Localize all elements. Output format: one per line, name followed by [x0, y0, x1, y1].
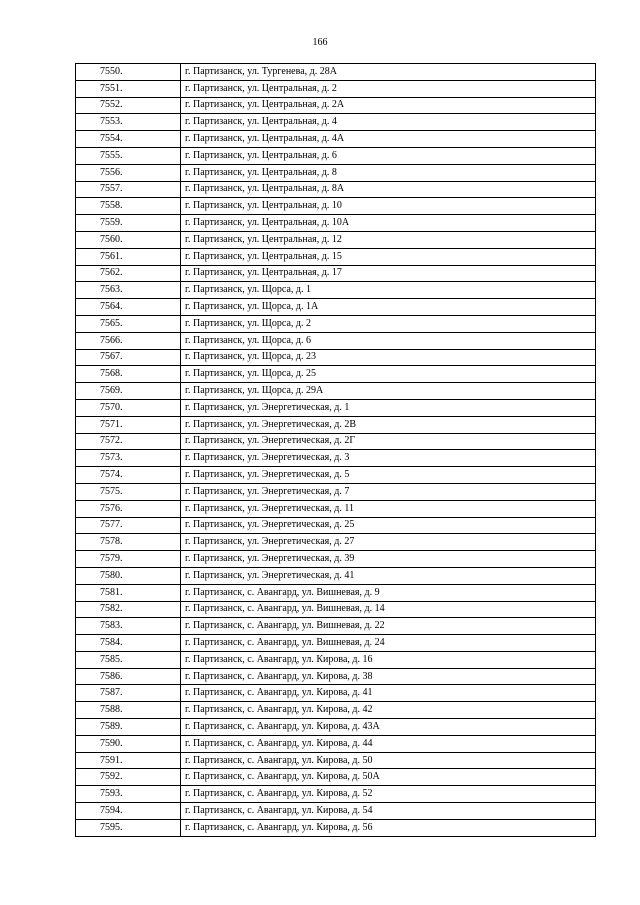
- table-row: [76, 315, 596, 332]
- row-address: г. Партизанск, ул. Энергетическая, д. 11: [181, 500, 596, 517]
- row-address: г. Партизанск, ул. Энергетическая, д. 2Г: [181, 433, 596, 450]
- row-number: 7581.: [76, 584, 181, 601]
- row-number: 7564.: [76, 299, 181, 316]
- row-number: 7580.: [76, 567, 181, 584]
- table-row: [76, 147, 596, 164]
- row-number: 7582.: [76, 601, 181, 618]
- row-number: 7591.: [76, 752, 181, 769]
- row-address: г. Партизанск, ул. Центральная, д. 6: [181, 147, 596, 164]
- row-address: г. Партизанск, ул. Энергетическая, д. 41: [181, 567, 596, 584]
- row-number: 7550.: [76, 64, 181, 81]
- table-row: [76, 114, 596, 131]
- row-address: г. Партизанск, с. Авангард, ул. Кирова, д. 43А: [181, 719, 596, 736]
- table-row: [76, 64, 596, 81]
- table-row: [76, 231, 596, 248]
- row-number: 7563.: [76, 282, 181, 299]
- table-row: [76, 399, 596, 416]
- row-address: г. Партизанск, с. Авангард, ул. Кирова, д. 42: [181, 702, 596, 719]
- table-row: [76, 786, 596, 803]
- row-number: 7570.: [76, 399, 181, 416]
- row-address: г. Партизанск, с. Авангард, ул. Вишневая, д. 9: [181, 584, 596, 601]
- table-row: [76, 752, 596, 769]
- row-address: г. Партизанск, ул. Щорса, д. 6: [181, 332, 596, 349]
- table-row: [76, 467, 596, 484]
- row-number: 7561.: [76, 248, 181, 265]
- table-row: [76, 215, 596, 232]
- row-address: г. Партизанск, ул. Центральная, д. 15: [181, 248, 596, 265]
- table-row: [76, 366, 596, 383]
- row-address: г. Партизанск, с. Авангард, ул. Кирова, д. 41: [181, 685, 596, 702]
- row-number: 7588.: [76, 702, 181, 719]
- row-number: 7565.: [76, 315, 181, 332]
- row-number: 7585.: [76, 651, 181, 668]
- table-row: [76, 618, 596, 635]
- table-row: [76, 819, 596, 836]
- row-number: 7568.: [76, 366, 181, 383]
- table-row: [76, 433, 596, 450]
- row-address: г. Партизанск, ул. Щорса, д. 25: [181, 366, 596, 383]
- row-address: г. Партизанск, ул. Центральная, д. 17: [181, 265, 596, 282]
- row-number: 7577.: [76, 517, 181, 534]
- table-row: [76, 551, 596, 568]
- row-address: г. Партизанск, с. Авангард, ул. Вишневая, д. 22: [181, 618, 596, 635]
- row-number: 7590.: [76, 735, 181, 752]
- row-address: г. Партизанск, ул. Щорса, д. 1А: [181, 299, 596, 316]
- row-number: 7560.: [76, 231, 181, 248]
- row-number: 7578.: [76, 534, 181, 551]
- row-address: г. Партизанск, с. Авангард, ул. Кирова, д. 44: [181, 735, 596, 752]
- row-address: г. Партизанск, с. Авангард, ул. Кирова, д. 52: [181, 786, 596, 803]
- row-address: г. Партизанск, ул. Энергетическая, д. 25: [181, 517, 596, 534]
- table-row: [76, 567, 596, 584]
- table-row: [76, 483, 596, 500]
- row-address: г. Партизанск, с. Авангард, ул. Кирова, д. 56: [181, 819, 596, 836]
- row-address: г. Партизанск, ул. Центральная, д. 4А: [181, 131, 596, 148]
- row-address: г. Партизанск, ул. Энергетическая, д. 1: [181, 399, 596, 416]
- row-address: г. Партизанск, с. Авангард, ул. Кирова, д. 16: [181, 651, 596, 668]
- table-row: [76, 584, 596, 601]
- page-number: 166: [312, 37, 328, 48]
- row-number: 7555.: [76, 147, 181, 164]
- table-row: [76, 198, 596, 215]
- row-number: 7574.: [76, 467, 181, 484]
- table-row: [76, 164, 596, 181]
- row-address: г. Партизанск, ул. Щорса, д. 29А: [181, 383, 596, 400]
- row-address: г. Партизанск, ул. Центральная, д. 10А: [181, 215, 596, 232]
- row-number: 7556.: [76, 164, 181, 181]
- table-row: [76, 500, 596, 517]
- table-row: [76, 299, 596, 316]
- row-address: г. Партизанск, с. Авангард, ул. Вишневая, д. 24: [181, 635, 596, 652]
- table-row: [76, 349, 596, 366]
- table-row: [76, 601, 596, 618]
- table-row: [76, 517, 596, 534]
- row-number: 7553.: [76, 114, 181, 131]
- row-address: г. Партизанск, ул. Центральная, д. 8А: [181, 181, 596, 198]
- table-row: [76, 248, 596, 265]
- row-number: 7551.: [76, 80, 181, 97]
- row-number: 7572.: [76, 433, 181, 450]
- row-address: г. Партизанск, с. Авангард, ул. Кирова, д. 38: [181, 668, 596, 685]
- row-address: г. Партизанск, с. Авангард, ул. Кирова, д. 50: [181, 752, 596, 769]
- table-row: [76, 450, 596, 467]
- table-row: [76, 769, 596, 786]
- row-number: 7567.: [76, 349, 181, 366]
- table-row: [76, 181, 596, 198]
- row-number: 7557.: [76, 181, 181, 198]
- row-address: г. Партизанск, ул. Энергетическая, д. 3: [181, 450, 596, 467]
- row-number: 7579.: [76, 551, 181, 568]
- table-row: [76, 534, 596, 551]
- row-address: г. Партизанск, ул. Щорса, д. 23: [181, 349, 596, 366]
- row-number: 7583.: [76, 618, 181, 635]
- row-address: г. Партизанск, ул. Центральная, д. 2А: [181, 97, 596, 114]
- row-address: г. Партизанск, ул. Центральная, д. 8: [181, 164, 596, 181]
- table-row: [76, 685, 596, 702]
- row-address: г. Партизанск, ул. Центральная, д. 2: [181, 80, 596, 97]
- address-table-body: [76, 64, 596, 837]
- row-address: г. Партизанск, ул. Центральная, д. 10: [181, 198, 596, 215]
- row-number: 7575.: [76, 483, 181, 500]
- row-number: 7592.: [76, 769, 181, 786]
- table-row: [76, 702, 596, 719]
- table-row: [76, 735, 596, 752]
- row-address: г. Партизанск, с. Авангард, ул. Вишневая, д. 14: [181, 601, 596, 618]
- table-row: [76, 635, 596, 652]
- table-row: [76, 668, 596, 685]
- row-number: 7566.: [76, 332, 181, 349]
- row-address: г. Партизанск, с. Авангард, ул. Кирова, д. 54: [181, 803, 596, 820]
- row-number: 7594.: [76, 803, 181, 820]
- row-address: г. Партизанск, ул. Энергетическая, д. 7: [181, 483, 596, 500]
- table-row: [76, 332, 596, 349]
- row-number: 7571.: [76, 416, 181, 433]
- row-address: г. Партизанск, ул. Щорса, д. 2: [181, 315, 596, 332]
- row-number: 7559.: [76, 215, 181, 232]
- address-table: [75, 63, 596, 837]
- row-number: 7554.: [76, 131, 181, 148]
- row-address: г. Партизанск, с. Авангард, ул. Кирова, д. 50А: [181, 769, 596, 786]
- row-number: 7569.: [76, 383, 181, 400]
- row-number: 7587.: [76, 685, 181, 702]
- row-number: 7576.: [76, 500, 181, 517]
- row-address: г. Партизанск, ул. Центральная, д. 4: [181, 114, 596, 131]
- table-row: [76, 719, 596, 736]
- row-number: 7562.: [76, 265, 181, 282]
- row-number: 7573.: [76, 450, 181, 467]
- table-row: [76, 416, 596, 433]
- row-number: 7558.: [76, 198, 181, 215]
- row-number: 7595.: [76, 819, 181, 836]
- row-number: 7584.: [76, 635, 181, 652]
- table-row: [76, 265, 596, 282]
- row-address: г. Партизанск, ул. Энергетическая, д. 39: [181, 551, 596, 568]
- row-address: г. Партизанск, ул. Тургенева, д. 28А: [181, 64, 596, 81]
- row-number: 7593.: [76, 786, 181, 803]
- table-row: [76, 97, 596, 114]
- row-address: г. Партизанск, ул. Энергетическая, д. 5: [181, 467, 596, 484]
- table-row: [76, 803, 596, 820]
- table-row: [76, 651, 596, 668]
- row-address: г. Партизанск, ул. Центральная, д. 12: [181, 231, 596, 248]
- row-number: 7589.: [76, 719, 181, 736]
- row-address: г. Партизанск, ул. Щорса, д. 1: [181, 282, 596, 299]
- row-address: г. Партизанск, ул. Энергетическая, д. 27: [181, 534, 596, 551]
- row-number: 7586.: [76, 668, 181, 685]
- table-row: [76, 282, 596, 299]
- table-row: [76, 80, 596, 97]
- table-row: [76, 383, 596, 400]
- row-address: г. Партизанск, ул. Энергетическая, д. 2В: [181, 416, 596, 433]
- table-row: [76, 131, 596, 148]
- row-number: 7552.: [76, 97, 181, 114]
